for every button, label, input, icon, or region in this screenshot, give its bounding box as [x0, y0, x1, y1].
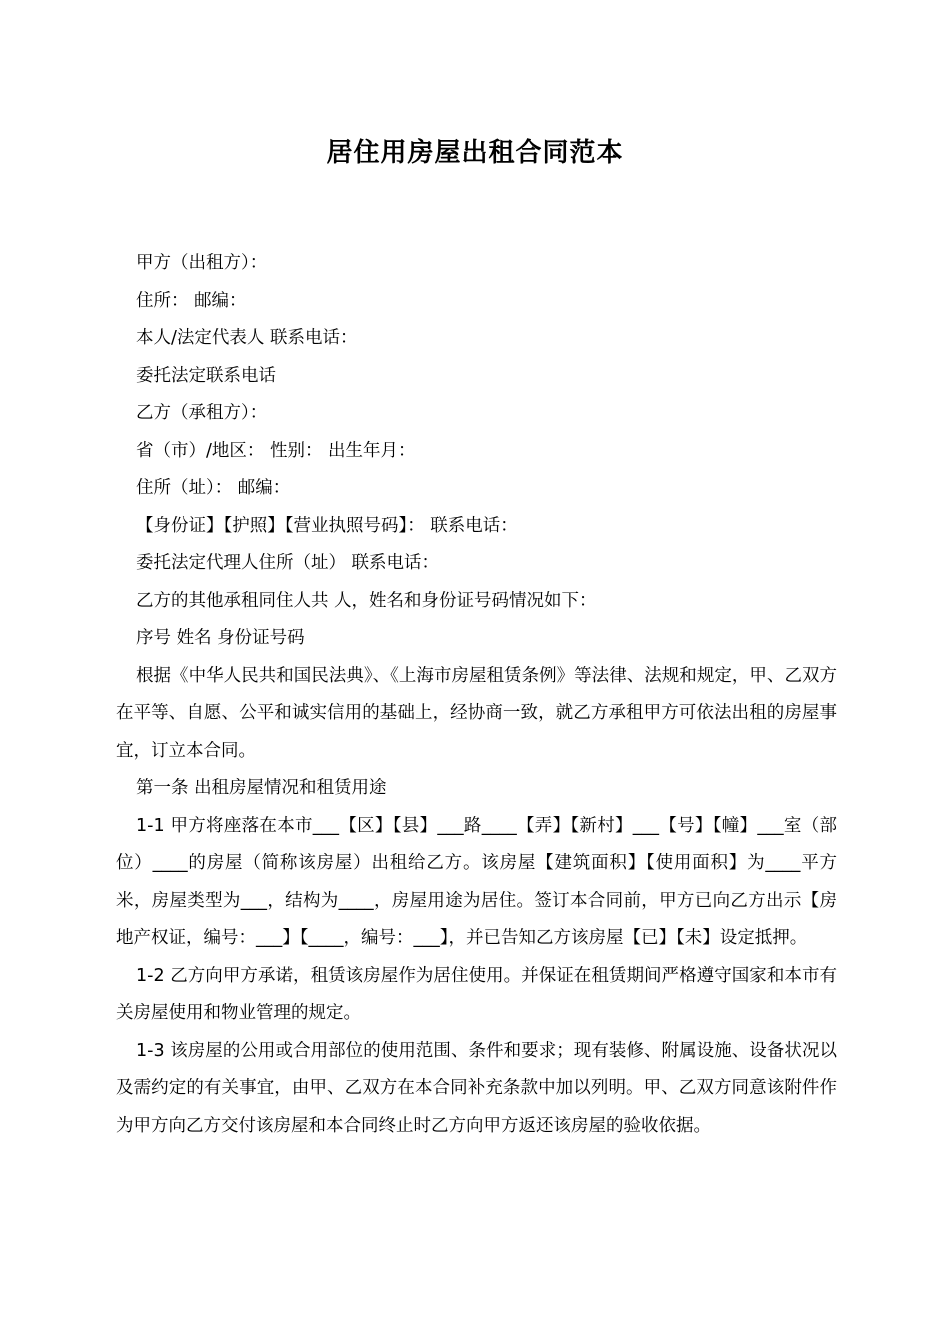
party-b-info: 省（市）/地区： 性别： 出生年月： [136, 440, 416, 461]
clause-1-3: 1-3 该房屋的公用或合用部位的使用范围、条件和要求；现有装修、附属设施、设备状况以及需约定的有关事宜，由甲、乙双方在本合同补充条款中加以列明。甲、乙双方同意该附件作为甲方向乙方交付该房屋和本合同终止时乙方向甲方返还该房屋的验收依据。 [116, 1040, 837, 1136]
clause-1-2: 1-2 乙方向甲方承诺，租赁该房屋作为居住使用。并保证在租赁期间严格遵守国家和本市有关房屋使用和物业管理的规定。 [116, 965, 837, 1023]
party-a-heading: 甲方（出租方）： [136, 253, 268, 273]
document-title: 居住用房屋出租合同范本 [326, 138, 624, 168]
party-a-address: 住所： 邮编： [136, 290, 247, 311]
clause-1-1: 1-1 甲方将座落在本市___【区】【县】___路____【弄】【新村】___【号】【幢】___室（部位）____的房屋（简称该房屋）出租给乙方。该房屋【建筑面积】【使用面积】为____平方米，房屋类型为___，结构为____，房屋用途为居住。签订本合同前，甲方已向乙方出示【房地产权证，编号：___】【____，编号：___】，并已告知乙方该房屋【已】【未】设定抵押。 [116, 815, 837, 948]
preamble-paragraph: 根据《中华人民共和国民法典》、《上海市房屋租赁条例》等法律、法规和规定，甲、乙双方在平等、自愿、公平和诚实信用的基础上，经协商一致，就乙方承租甲方可依法出租的房屋事宜，订立本合同。 [116, 665, 837, 761]
cohabitants-table-header: 序号 姓名 身份证号码 [136, 628, 305, 648]
party-a-agent: 委托法定联系电话 [136, 365, 276, 386]
party-b-agent: 委托法定代理人住所（址） 联系电话： [136, 553, 440, 573]
party-b-cohabitants: 乙方的其他承租同住人共 人，姓名和身份证号码情况如下： [136, 590, 597, 611]
party-a-representative: 本人/法定代表人 联系电话： [136, 328, 358, 348]
article-1-heading: 第一条 出租房屋情况和租赁用途 [136, 778, 387, 798]
party-b-heading: 乙方（承租方）： [136, 403, 268, 423]
contract-body [116, 245, 837, 1145]
party-b-address: 住所（址）： 邮编： [136, 478, 291, 498]
party-b-id: 【身份证】【护照】【营业执照号码】： 联系电话： [136, 515, 518, 536]
